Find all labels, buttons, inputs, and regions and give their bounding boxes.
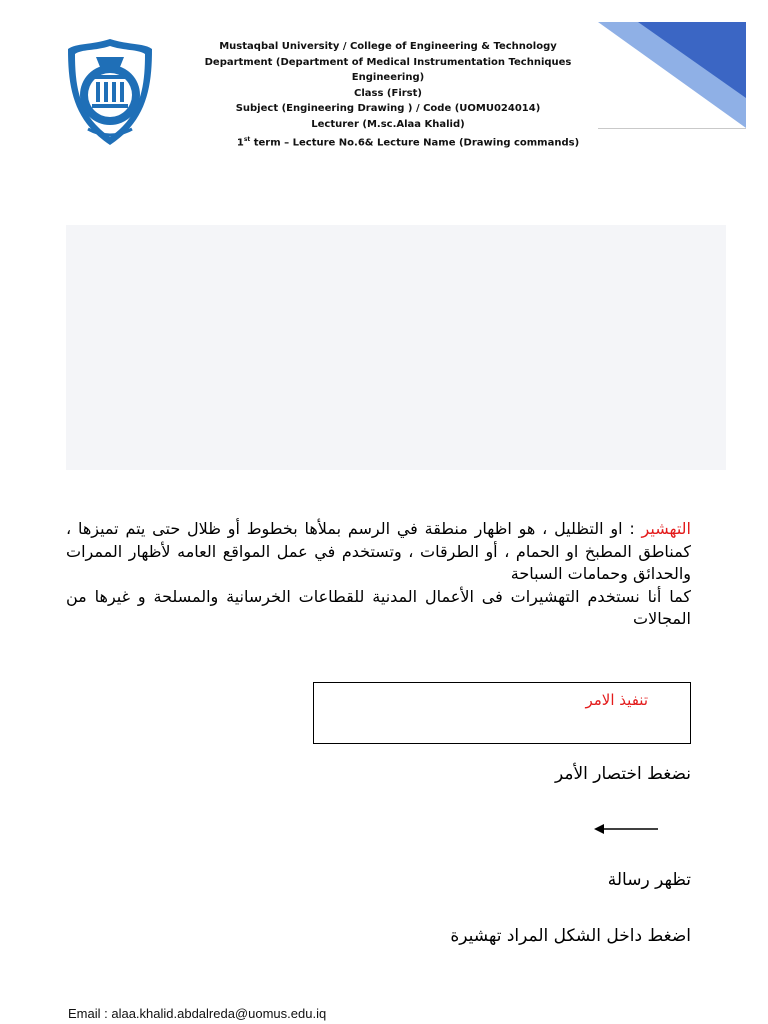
step-click-inside: اضغط داخل الشكل المراد تهشيرة [450, 926, 691, 946]
hatch-term: التهشير [641, 519, 691, 538]
figure-placeholder [66, 225, 726, 470]
hatch-definition: : او التظليل ، هو اظهار منطقة في الرسم بملأها بخطوط أو ظلال حتى يتم تميزها ، كمناطق المطبخ او الحمام ، أو الطرقات ، وتستخدم في عمل المواقع العامه لأظهار الممرات والحدائق وحمامات السباحة [66, 519, 691, 583]
university-logo [66, 37, 154, 147]
header-class: Class (First) [354, 87, 422, 99]
command-box [313, 682, 691, 744]
corner-divider [598, 128, 746, 129]
header-lecturer: Lecturer (M.sc.Alaa Khalid) [311, 118, 465, 130]
left-arrow-icon [592, 822, 660, 836]
step-message: تظهر رسالة [607, 870, 691, 890]
header-subject: Subject (Engineering Drawing ) / Code (UOMU024014) [235, 103, 541, 114]
header-department-cont: Engineering) [351, 72, 425, 83]
command-box-label: تنفيذ الامر [585, 691, 648, 709]
hatch-usage: كما أنا نستخدم التهشيرات فى الأعمال المدنية للقطاعات الخرسانية والمسلحة و غيرها من المجالات [66, 586, 691, 628]
footer-email: Email : alaa.khalid.abdalreda@uomus.edu.iq [68, 1006, 327, 1021]
hatch-definition-paragraph [66, 518, 691, 631]
document-header [190, 39, 586, 151]
corner-decoration [598, 22, 746, 128]
header-term: 1st term – Lecture No.6& Lecture Name (Drawing commands) [236, 136, 580, 149]
header-university: Mustaqbal University / College of Engineering & Technology [219, 41, 557, 52]
header-department: Department (Department of Medical Instrumentation Techniques [204, 56, 572, 68]
step-shortcut: نضغط اختصار الأمر [554, 764, 691, 784]
